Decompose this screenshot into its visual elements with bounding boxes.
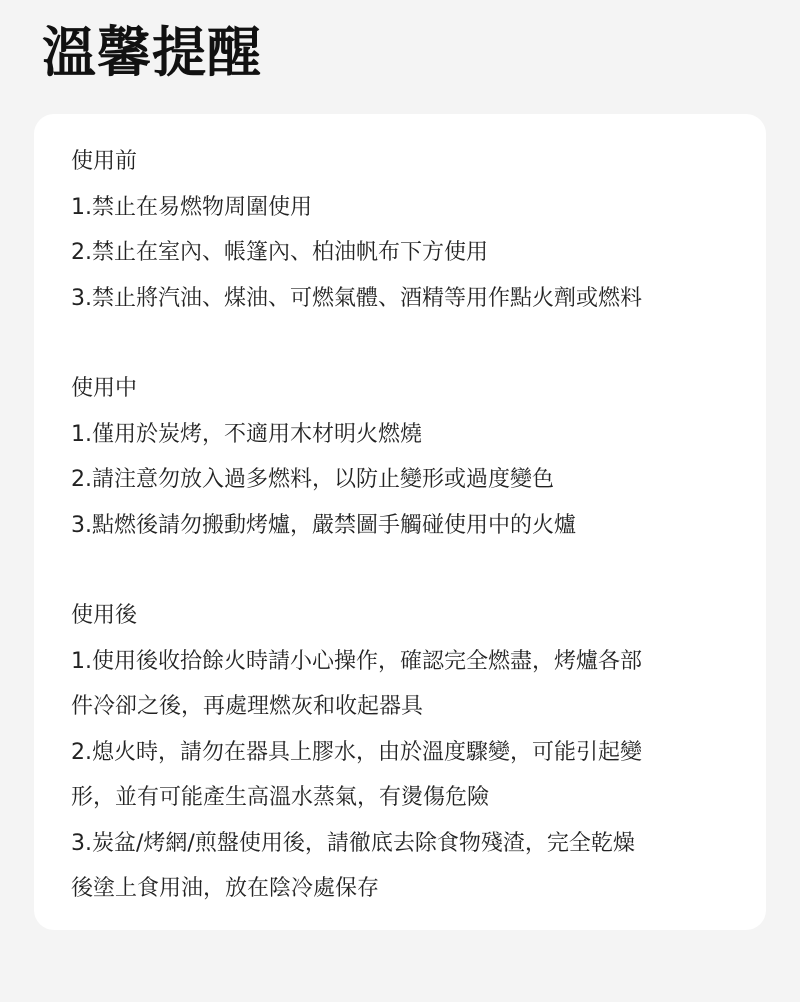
list-item: 3.炭盆/烤網/煎盤使用後，請徹底去除食物殘渣，完全乾燥 <box>71 830 635 856</box>
list-item: 3.點燃後請勿搬動烤爐，嚴禁圖手觸碰使用中的火爐 <box>71 512 576 538</box>
section-heading: 使用前 <box>71 149 138 174</box>
list-item: 2.請注意勿放入過多燃料，以防止變形或過度變色 <box>71 467 554 492</box>
page-title: 溫馨提醒 <box>42 21 262 84</box>
list-item: 後塗上食用油，放在陰冷處保存 <box>71 876 380 901</box>
section-heading: 使用中 <box>71 376 138 401</box>
notice-card <box>34 114 766 930</box>
list-item: 2.熄火時，請勿在器具上膠水，由於溫度驟變，可能引起變 <box>71 739 642 765</box>
list-item: 形，並有可能產生高溫水蒸氣，有燙傷危險 <box>71 785 490 810</box>
list-item: 1.僅用於炭烤，不適用木材明火燃燒 <box>71 421 422 447</box>
list-item: 件冷卻之後，再處理燃灰和收起器具 <box>71 694 424 719</box>
section-before-use <box>71 139 766 321</box>
section-during-use <box>71 366 766 548</box>
list-item: 1.禁止在易燃物周圍使用 <box>71 194 312 220</box>
list-item: 3.禁止將汽油、煤油、可燃氣體、酒精等用作點火劑或燃料 <box>71 285 642 311</box>
section-after-use <box>71 593 766 912</box>
section-heading: 使用後 <box>71 603 138 628</box>
list-item: 1.使用後收拾餘火時請小心操作，確認完全燃盡，烤爐各部 <box>71 648 642 674</box>
list-item: 2.禁止在室內、帳篷內、柏油帆布下方使用 <box>71 240 488 265</box>
